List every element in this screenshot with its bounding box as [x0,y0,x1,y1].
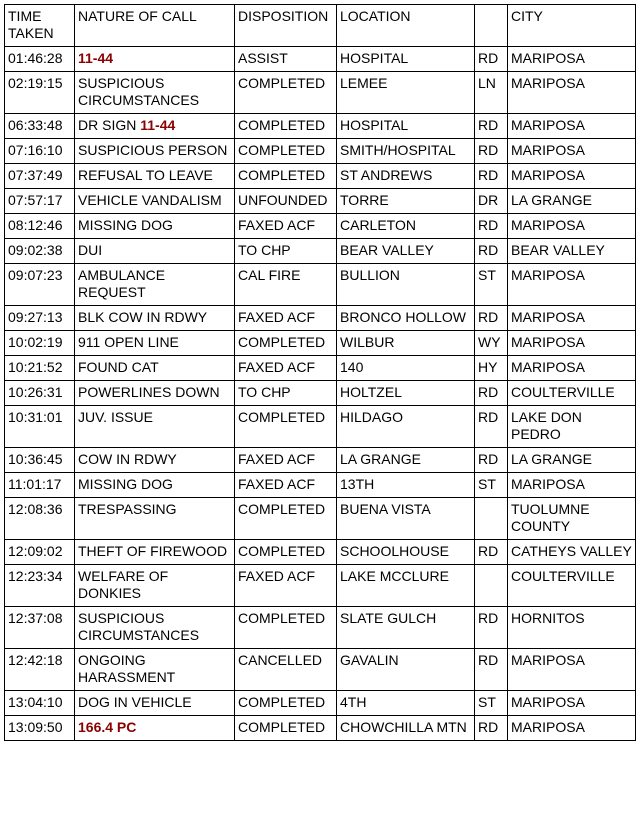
cell-time: 07:37:49 [5,164,75,189]
nature-text: DOG IN VEHICLE [78,694,192,710]
table-row [5,164,636,189]
cell-disposition: UNFOUNDED [235,189,337,214]
cell-type [475,498,508,540]
cell-disposition: FAXED ACF [235,565,337,607]
nature-text: THEFT OF FIREWOOD [78,543,228,559]
cell-disposition: ASSIST [235,47,337,72]
cell-location: LEMEE [337,72,475,114]
cell-nature [75,381,235,406]
cell-type [475,565,508,607]
cell-city: MARIPOSA [508,716,636,741]
nature-text: BLK COW IN RDWY [78,309,208,325]
cell-location: TORRE [337,189,475,214]
cell-nature [75,716,235,741]
cell-location: BUENA VISTA [337,498,475,540]
cell-disposition: COMPLETED [235,691,337,716]
nature-text: FOUND CAT [78,359,159,375]
cell-location: CARLETON [337,214,475,239]
cell-city: TUOLUMNE COUNTY [508,498,636,540]
nature-text: 911 OPEN LINE [78,334,179,350]
nature-text: DUI [78,242,103,258]
penal-code: 166.4 PC [78,719,137,735]
table-row [5,716,636,741]
cell-location: GAVALIN [337,649,475,691]
cell-nature [75,114,235,139]
cell-nature [75,72,235,114]
cell-location: CHOWCHILLA MTN [337,716,475,741]
cell-disposition: COMPLETED [235,498,337,540]
cell-disposition: CANCELLED [235,649,337,691]
cell-location: HOSPITAL [337,114,475,139]
nature-text: ONGOING HARASSMENT [78,652,176,685]
cell-time: 09:07:23 [5,264,75,306]
cell-type: ST [475,264,508,306]
cell-nature [75,306,235,331]
table-row [5,406,636,448]
cell-nature [75,356,235,381]
table-row [5,498,636,540]
cell-type: RD [475,448,508,473]
cell-disposition: TO CHP [235,381,337,406]
cell-city: MARIPOSA [508,264,636,306]
header-time: TIME TAKEN [5,5,75,47]
cell-type: RD [475,607,508,649]
cell-location: HOSPITAL [337,47,475,72]
table-row [5,540,636,565]
cell-city: COULTERVILLE [508,381,636,406]
cell-disposition: FAXED ACF [235,214,337,239]
cell-nature [75,448,235,473]
cell-city: MARIPOSA [508,356,636,381]
cell-city: MARIPOSA [508,691,636,716]
cell-time: 10:36:45 [5,448,75,473]
cell-disposition: FAXED ACF [235,356,337,381]
cell-city: CATHEYS VALLEY [508,540,636,565]
cell-type: RD [475,164,508,189]
table-row [5,264,636,306]
table-row [5,331,636,356]
table-row [5,214,636,239]
cell-disposition: TO CHP [235,239,337,264]
table-row [5,239,636,264]
cell-nature [75,498,235,540]
table-row [5,306,636,331]
header-type [475,5,508,47]
cell-nature [75,607,235,649]
cell-location: LAKE MCCLURE [337,565,475,607]
cell-location: BULLION [337,264,475,306]
nature-text: REFUSAL TO LEAVE [78,167,213,183]
cell-city: MARIPOSA [508,306,636,331]
cell-disposition: FAXED ACF [235,473,337,498]
cell-type: ST [475,691,508,716]
cell-location: SMITH/HOSPITAL [337,139,475,164]
cell-type: RD [475,306,508,331]
header-city: CITY [508,5,636,47]
cell-city: MARIPOSA [508,473,636,498]
cell-nature [75,331,235,356]
cell-nature [75,164,235,189]
cell-type: RD [475,381,508,406]
nature-text: MISSING DOG [78,476,173,492]
cell-type: RD [475,716,508,741]
nature-text: AMBULANCE REQUEST [78,267,166,300]
cell-location: HILDAGO [337,406,475,448]
cell-nature [75,406,235,448]
table-row [5,356,636,381]
cell-nature [75,139,235,164]
cell-type: LN [475,72,508,114]
cell-time: 11:01:17 [5,473,75,498]
nature-text: WELFARE OF DONKIES [78,568,169,601]
cell-location: BRONCO HOLLOW [337,306,475,331]
cell-city: MARIPOSA [508,139,636,164]
cell-disposition: FAXED ACF [235,306,337,331]
cell-city: MARIPOSA [508,649,636,691]
cell-time: 10:21:52 [5,356,75,381]
nature-text: SUSPICIOUS CIRCUMSTANCES [78,75,200,108]
nature-text: MISSING DOG [78,217,173,233]
cell-location: 4TH [337,691,475,716]
cell-city: LA GRANGE [508,189,636,214]
cell-time: 09:27:13 [5,306,75,331]
header-row [5,5,636,47]
nature-text: COW IN RDWY [78,451,177,467]
cell-disposition: COMPLETED [235,331,337,356]
cell-time: 13:04:10 [5,691,75,716]
cell-nature [75,540,235,565]
penal-code: 11-44 [140,117,176,133]
cell-type: RD [475,114,508,139]
cell-type: WY [475,331,508,356]
cell-disposition: COMPLETED [235,540,337,565]
cell-location: 140 [337,356,475,381]
table-row [5,189,636,214]
cell-disposition: COMPLETED [235,607,337,649]
table-row [5,139,636,164]
cell-disposition: COMPLETED [235,114,337,139]
cell-disposition: COMPLETED [235,164,337,189]
nature-text: TRESPASSING [78,501,177,517]
cell-nature [75,239,235,264]
cell-type: RD [475,406,508,448]
table-row [5,473,636,498]
table-row [5,649,636,691]
nature-text: JUV. ISSUE [78,409,153,425]
cell-type: RD [475,139,508,164]
table-row [5,448,636,473]
cell-location: BEAR VALLEY [337,239,475,264]
cell-time: 07:16:10 [5,139,75,164]
cell-city: BEAR VALLEY [508,239,636,264]
header-disposition: DISPOSITION [235,5,337,47]
cell-disposition: COMPLETED [235,72,337,114]
cell-nature [75,189,235,214]
cell-time: 06:33:48 [5,114,75,139]
cell-city: MARIPOSA [508,72,636,114]
table-row [5,565,636,607]
cell-city: MARIPOSA [508,214,636,239]
cell-type: RD [475,239,508,264]
cell-disposition: COMPLETED [235,716,337,741]
table-row [5,72,636,114]
cell-type: RD [475,649,508,691]
nature-text: POWERLINES DOWN [78,384,220,400]
cell-city: LA GRANGE [508,448,636,473]
cell-type: HY [475,356,508,381]
cell-type: RD [475,214,508,239]
cell-city: MARIPOSA [508,114,636,139]
cell-time: 12:08:36 [5,498,75,540]
cell-time: 10:26:31 [5,381,75,406]
cell-location: ST ANDREWS [337,164,475,189]
cell-location: WILBUR [337,331,475,356]
penal-code: 11-44 [78,50,114,66]
cell-time: 13:09:50 [5,716,75,741]
cell-time: 01:46:28 [5,47,75,72]
cell-nature [75,649,235,691]
call-log-table [4,4,636,741]
cell-disposition: CAL FIRE [235,264,337,306]
cell-nature [75,214,235,239]
cell-time: 10:02:19 [5,331,75,356]
header-nature: NATURE OF CALL [75,5,235,47]
cell-city: MARIPOSA [508,164,636,189]
table-row [5,47,636,72]
cell-city: COULTERVILLE [508,565,636,607]
cell-city: LAKE DON PEDRO [508,406,636,448]
cell-time: 07:57:17 [5,189,75,214]
cell-type: ST [475,473,508,498]
cell-time: 12:09:02 [5,540,75,565]
table-row [5,381,636,406]
table-row [5,691,636,716]
cell-time: 02:19:15 [5,72,75,114]
cell-nature [75,473,235,498]
cell-nature [75,264,235,306]
nature-text: SUSPICIOUS CIRCUMSTANCES [78,610,200,643]
cell-time: 12:23:34 [5,565,75,607]
cell-time: 12:37:08 [5,607,75,649]
table-row [5,114,636,139]
cell-time: 08:12:46 [5,214,75,239]
cell-location: SCHOOLHOUSE [337,540,475,565]
cell-location: 13TH [337,473,475,498]
cell-time: 10:31:01 [5,406,75,448]
cell-type: DR [475,189,508,214]
cell-city: HORNITOS [508,607,636,649]
cell-time: 09:02:38 [5,239,75,264]
cell-disposition: COMPLETED [235,139,337,164]
cell-city: MARIPOSA [508,331,636,356]
cell-type: RD [475,47,508,72]
cell-type: RD [475,540,508,565]
cell-city: MARIPOSA [508,47,636,72]
header-location: LOCATION [337,5,475,47]
cell-location: LA GRANGE [337,448,475,473]
cell-location: HOLTZEL [337,381,475,406]
nature-text: DR SIGN [78,117,141,133]
cell-nature [75,565,235,607]
cell-nature [75,691,235,716]
nature-text: VEHICLE VANDALISM [78,192,222,208]
table-row [5,607,636,649]
nature-text: SUSPICIOUS PERSON [78,142,228,158]
cell-disposition: COMPLETED [235,406,337,448]
cell-location: SLATE GULCH [337,607,475,649]
cell-time: 12:42:18 [5,649,75,691]
cell-nature [75,47,235,72]
cell-disposition: FAXED ACF [235,448,337,473]
